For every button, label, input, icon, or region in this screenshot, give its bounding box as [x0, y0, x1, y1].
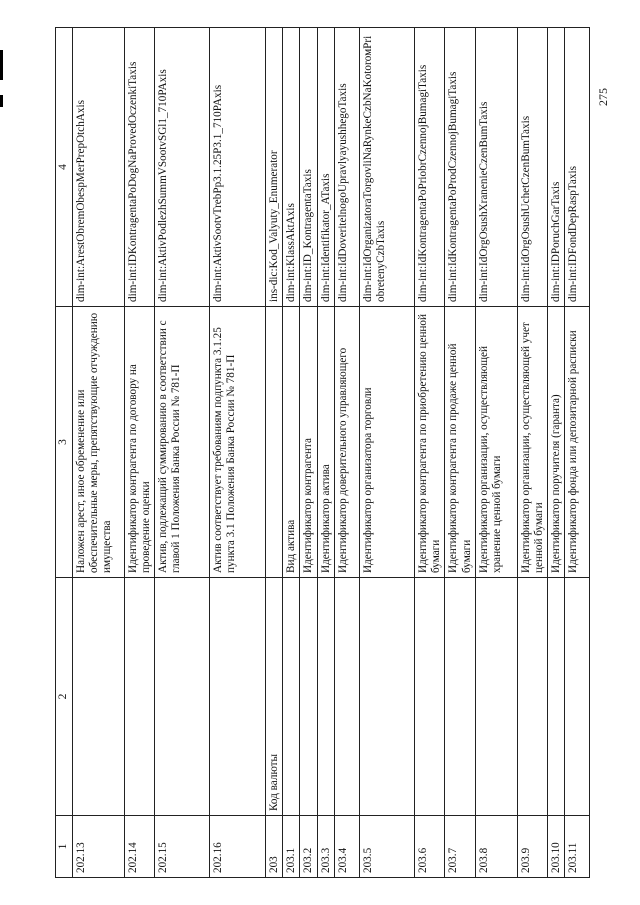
row-number-cell: 203.3	[317, 816, 334, 878]
table-row	[548, 28, 565, 878]
row-col2-cell	[334, 578, 359, 816]
table-row	[565, 28, 590, 878]
table-header-row	[56, 28, 73, 878]
rotated-table-wrapper	[55, 28, 585, 878]
row-number-cell: 203.2	[300, 816, 317, 878]
row-number-cell: 203.11	[565, 816, 590, 878]
row-number-cell: 203.9	[517, 816, 547, 878]
row-col3-cell	[266, 307, 283, 578]
row-col2-cell	[283, 578, 300, 816]
row-col2-cell	[72, 578, 124, 816]
row-col4-cell: dim-int:ArestObremObespMerPrepOtchAxis	[72, 28, 124, 307]
table-row	[475, 28, 517, 878]
table-row	[445, 28, 475, 878]
row-col3-cell: Идентификатор организации, осуществляющей хранение ценной бумаги	[475, 307, 517, 578]
margin-mark	[0, 50, 3, 80]
table-row	[517, 28, 547, 878]
row-col4-cell: dim-int:IdKontragentaPoPriobrCzennojBumagiTaxis	[414, 28, 444, 307]
row-col4-cell: dim-int:IdKontragentaPoProdCzennojBumagiTaxis	[445, 28, 475, 307]
row-col4-cell: dim-int:Identifikator_ATaxis	[317, 28, 334, 307]
row-col4-cell: dim-int:IdOrgOsushUchetCzenBumTaxis	[517, 28, 547, 307]
row-number-cell: 203.8	[475, 816, 517, 878]
column-header-4: 4	[56, 28, 73, 307]
column-header-2: 2	[56, 578, 73, 816]
row-col4-cell: dim-int:AktivSootvTrebPp3.1.25P3.1_710PAxis	[210, 28, 266, 307]
row-col2-cell	[317, 578, 334, 816]
data-table	[55, 27, 590, 878]
row-col3-cell: Идентификатор организации, осуществляющей учет ценной бумаги	[517, 307, 547, 578]
row-col4-cell: dim-int:KlassAktAxis	[283, 28, 300, 307]
table-row	[283, 28, 300, 878]
row-col2-cell	[548, 578, 565, 816]
row-col2-cell	[359, 578, 414, 816]
table-row	[317, 28, 334, 878]
row-number-cell: 202.13	[72, 816, 124, 878]
row-col2-cell	[210, 578, 266, 816]
table-row	[414, 28, 444, 878]
row-col4-cell: dim-int:IDFondDepRaspTaxis	[565, 28, 590, 307]
row-number-cell: 203.4	[334, 816, 359, 878]
row-col2-cell	[445, 578, 475, 816]
row-col2-cell	[300, 578, 317, 816]
row-col3-cell: Актив соответствует требованиям подпункта 3.1.25 пункта 3.1 Положения Банка России № 781-П	[210, 307, 266, 578]
row-col3-cell: Идентификатор контрагента по продаже ценной бумаги	[445, 307, 475, 578]
table-row	[300, 28, 317, 878]
row-col4-cell: dim-int:IdOrgOsushXranenieCzenBumTaxis	[475, 28, 517, 307]
row-col4-cell: ins-dic:Kod_Valyuty_Enumerator	[266, 28, 283, 307]
page-number: 275	[596, 88, 610, 106]
row-col3-cell: Идентификатор контрагента по приобретению ценной бумаги	[414, 307, 444, 578]
row-number-cell: 202.15	[155, 816, 210, 878]
table-row	[210, 28, 266, 878]
row-col3-cell: Наложен арест, иное обременение или обеспечительные меры, препятствующие отчуждению имущества	[72, 307, 124, 578]
row-col4-cell: dim-int:AktivPodlezhSummVSootvSGl1_710PAxis	[155, 28, 210, 307]
margin-mark	[0, 95, 3, 107]
row-number-cell: 203.5	[359, 816, 414, 878]
row-col2-cell	[475, 578, 517, 816]
row-number-cell: 202.14	[124, 816, 154, 878]
row-col2-cell	[414, 578, 444, 816]
row-col2-cell	[517, 578, 547, 816]
row-col3-cell: Идентификатор контрагента	[300, 307, 317, 578]
table-body	[72, 28, 590, 878]
row-number-cell: 203.7	[445, 816, 475, 878]
row-col2-cell	[565, 578, 590, 816]
row-col3-cell: Идентификатор доверительного управляющего	[334, 307, 359, 578]
table-row	[155, 28, 210, 878]
row-col3-cell: Идентификатор организатора торговли	[359, 307, 414, 578]
row-col4-cell: dim-int:IDPoruchGarTaxis	[548, 28, 565, 307]
row-number-cell: 203	[266, 816, 283, 878]
row-col2-cell: Код валюты	[266, 578, 283, 816]
table-row	[266, 28, 283, 878]
row-number-cell: 202.16	[210, 816, 266, 878]
table-row	[334, 28, 359, 878]
row-col3-cell: Идентификатор поручителя (гаранта)	[548, 307, 565, 578]
table-row	[359, 28, 414, 878]
row-col3-cell: Вид актива	[283, 307, 300, 578]
row-col4-cell: dim-int:ID_KontragentaTaxis	[300, 28, 317, 307]
row-col3-cell: Актив, подлежащий суммированию в соответствии с главой 1 Положения Банка России № 781-П	[155, 307, 210, 578]
table-row	[72, 28, 124, 878]
row-col2-cell	[124, 578, 154, 816]
column-header-1: 1	[56, 816, 73, 878]
row-col4-cell: dim-int:IdOrganizatoraTorgovliNaRynkeCzbNaKotorомPriobretenyCzbTaxis	[359, 28, 414, 307]
column-header-3: 3	[56, 307, 73, 578]
row-col3-cell: Идентификатор фонда или депозитарной расписки	[565, 307, 590, 578]
row-col2-cell	[155, 578, 210, 816]
row-col4-cell: dim-int:IdDoveritelnogoUpravlyayushhegoTaxis	[334, 28, 359, 307]
row-col3-cell: Идентификатор контрагента по договору на проведение оценки	[124, 307, 154, 578]
row-number-cell: 203.10	[548, 816, 565, 878]
row-col3-cell: Идентификатор актива	[317, 307, 334, 578]
table-row	[124, 28, 154, 878]
row-number-cell: 203.1	[283, 816, 300, 878]
row-number-cell: 203.6	[414, 816, 444, 878]
row-col4-cell: dim-int:IDKontragentaPoDogNaProvedOczenkiTaxis	[124, 28, 154, 307]
